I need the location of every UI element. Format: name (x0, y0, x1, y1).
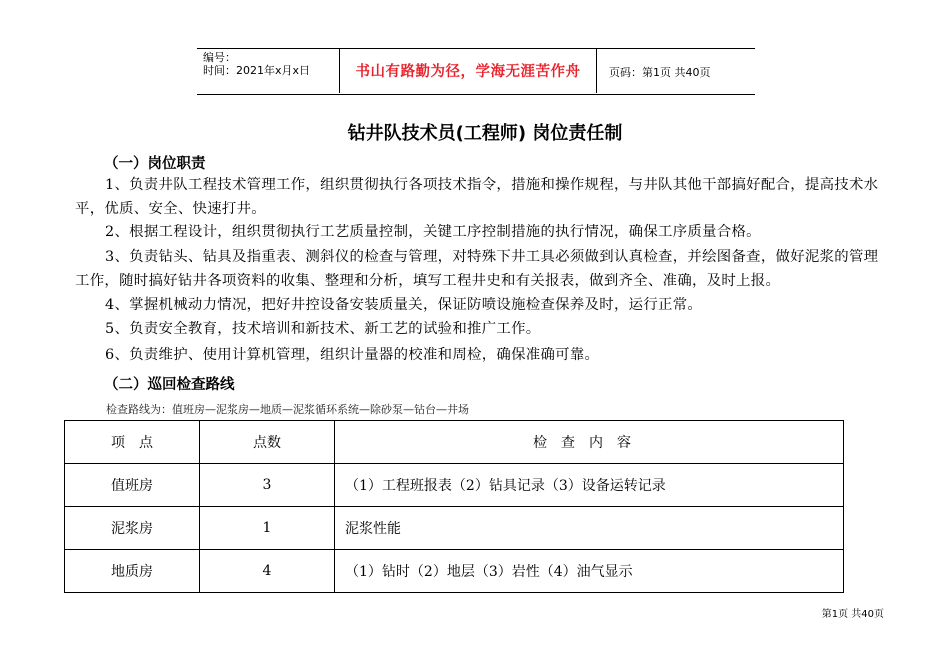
row-count: 3 (200, 464, 335, 507)
row-item: 泥浆房 (65, 507, 200, 550)
page-header (197, 48, 755, 95)
duty-item-4: 4、掌握机械动力情况，把好井控设备安装质量关，保证防喷设施检查保养及时，运行正常。 (105, 297, 703, 313)
inspection-table (64, 420, 844, 593)
header-count: 点数 (200, 421, 335, 464)
inspection-route: 检查路线为：值班房—泥浆房—地质—泥浆循环系统—除砂泵—钻台—井场 (106, 403, 469, 416)
row-content: （1）工程班报表（2）钻具记录（3）设备运转记录 (335, 464, 844, 507)
header-content: 检查内容 (335, 421, 844, 464)
row-count: 1 (200, 507, 335, 550)
duty-item-6: 6、负责维护、使用计算机管理，组织计量器的校准和周检，确保准确可靠。 (105, 347, 600, 363)
row-content: 泥浆性能 (335, 507, 844, 550)
section-heading-duties: （一）岗位职责 (104, 156, 206, 172)
row-item: 值班房 (65, 464, 200, 507)
table-row (65, 550, 844, 593)
time-label: 时间：2021年x月x日 (203, 64, 311, 77)
duty-item-3: 3、负责钻头、钻具及指重表、测斜仪的检查与管理，对特殊下井工具必须做到认真检查，并绘图备查，做好泥浆的管理工作，随时搞好钻井各项资料的收集、整理和分析，填写工程井史和有关报表，做到齐全、准确，及时上报。 (75, 249, 879, 289)
table-header-row (65, 421, 844, 464)
duty-item-2: 2、根据工程设计，组织贯彻执行工艺质量控制，关键工序控制措施的执行情况，确保工序质量合格。 (105, 224, 761, 240)
header-motto: 书山有路勤为径，学海无涯苦作舟 (339, 48, 597, 93)
table-row (65, 507, 844, 550)
page-footer: 第1页 共40页 (821, 609, 884, 620)
row-count: 4 (200, 550, 335, 593)
duty-item-5: 5、负责安全教育，技术培训和新技术、新工艺的试验和推广工作。 (105, 321, 541, 337)
header-page-code: 页码：第1页 共40页 (609, 66, 711, 79)
table-row (65, 464, 844, 507)
header-meta (203, 51, 310, 77)
row-content: （1）钻时（2）地层（3）岩性（4）油气显示 (335, 550, 844, 593)
document-title: 钻井队技术员(工程师) 岗位责任制 (347, 123, 623, 144)
section-heading-route: （二）巡回检查路线 (104, 377, 235, 393)
code-label: 编号： (203, 51, 236, 64)
row-item: 地质房 (65, 550, 200, 593)
duty-item-1: 1、负责井队工程技术管理工作，组织贯彻执行各项技术指令，措施和操作规程，与井队其他干部搞好配合，提高技术水平，优质、安全、快速打井。 (75, 177, 879, 217)
header-item: 项 点 (65, 421, 200, 464)
